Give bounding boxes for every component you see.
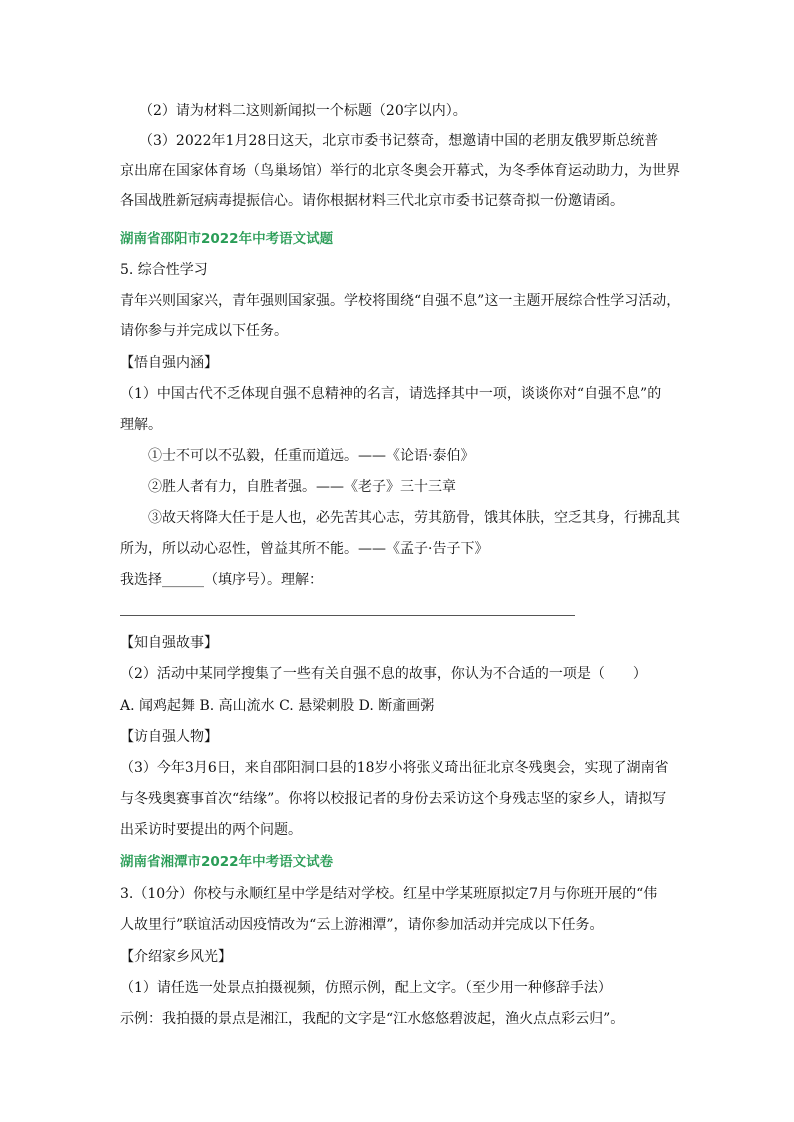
- task-2-question: （2）活动中某同学搜集了一些有关自强不息的故事，你认为不合适的一项是（ ）: [120, 666, 647, 682]
- task-3-line-2: 与冬残奥赛事首次“结缘”。你将以校报记者的身份去采访这个身残志坚的家乡人，请拟写: [120, 791, 667, 807]
- intro-line-2: 请你参与并完成以下任务。: [120, 323, 288, 339]
- subheading-meaning: 【悟自强内涵】: [120, 355, 218, 371]
- question-3-line-3: 各国战胜新冠病毒提振信心。请你根据材料三代北京市委书记蔡奇拟一份邀请函。: [120, 193, 624, 209]
- answer-line: [120, 615, 575, 616]
- question-2-line: （2）请为材料二这则新闻拟一个标题（20字以内）。: [139, 103, 467, 119]
- task-1-line-2: 理解。: [120, 417, 162, 433]
- question-3-xiangtan-line-2: 人故里行”联谊活动因疫情改为“云上游湘潭”，请你参加活动并完成以下任务。: [120, 917, 604, 933]
- answer-prompt: 我选择______（填序号）。理解：: [120, 572, 323, 588]
- task-1-line-1: （1）中国古代不乏体现自强不息精神的名言，请选择其中一项，谈谈你对“自强不息”的: [120, 386, 662, 402]
- example-line: 示例：我拍摄的景点是湘江，我配的文字是“江水悠悠碧波起，渔火点点彩云归”。: [120, 1011, 625, 1027]
- intro-line-1: 青年兴则国家兴，青年强则国家强。学校将围绕“自强不息”这一主题开展综合性学习活动，: [120, 293, 681, 309]
- question-3-xiangtan-line-1: 3.（10分）你校与永顺红星中学是结对学校。红星中学某班原拟定7月与你班开展的“伟: [120, 886, 658, 902]
- task-2-options: A. 闻鸡起舞 B. 高山流水 C. 悬梁刺股 D. 断齑画粥: [120, 698, 435, 714]
- task-scenery-1: （1）请任选一处景点拍摄视频，仿照示例，配上文字。（至少用一种修辞手法）: [120, 980, 612, 996]
- subheading-people: 【访自强人物】: [120, 729, 218, 745]
- quote-2: ②胜人者有力，自胜者强。——《老子》三十三章: [148, 479, 456, 495]
- question-3-line-1: （3）2022年1月28日这天，北京市委书记蔡奇，想邀请中国的老朋友俄罗斯总统普: [139, 133, 659, 149]
- subheading-scenery: 【介绍家乡风光】: [120, 949, 232, 965]
- question-5-title: 5. 综合性学习: [120, 262, 208, 278]
- task-3-line-3: 出采访时要提出的两个问题。: [120, 822, 302, 838]
- section-heading-xiangtan: 湖南省湘潭市2022年中考语文试卷: [120, 854, 334, 870]
- section-heading-shaoyang: 湖南省邵阳市2022年中考语文试题: [120, 231, 334, 247]
- question-3-line-2: 京出席在国家体育场（鸟巢场馆）举行的北京冬奥会开幕式，为冬季体育运动助力，为世界: [120, 163, 680, 179]
- quote-3-line-2: 所为，所以动心忍性，曾益其所不能。——《孟子·告子下》: [120, 541, 489, 557]
- quote-3-line-1: ③故天将降大任于是人也，必先苦其心志，劳其筋骨，饿其体肤，空乏其身，行拂乱其: [148, 510, 680, 526]
- quote-1: ①士不可以不弘毅，任重而道远。——《论语·泰伯》: [148, 448, 475, 464]
- task-3-line-1: （3）今年3月6日，来自邵阳洞口县的18岁小将张义琦出征北京冬残奥会，实现了湖南省: [120, 760, 669, 776]
- subheading-stories: 【知自强故事】: [120, 635, 218, 651]
